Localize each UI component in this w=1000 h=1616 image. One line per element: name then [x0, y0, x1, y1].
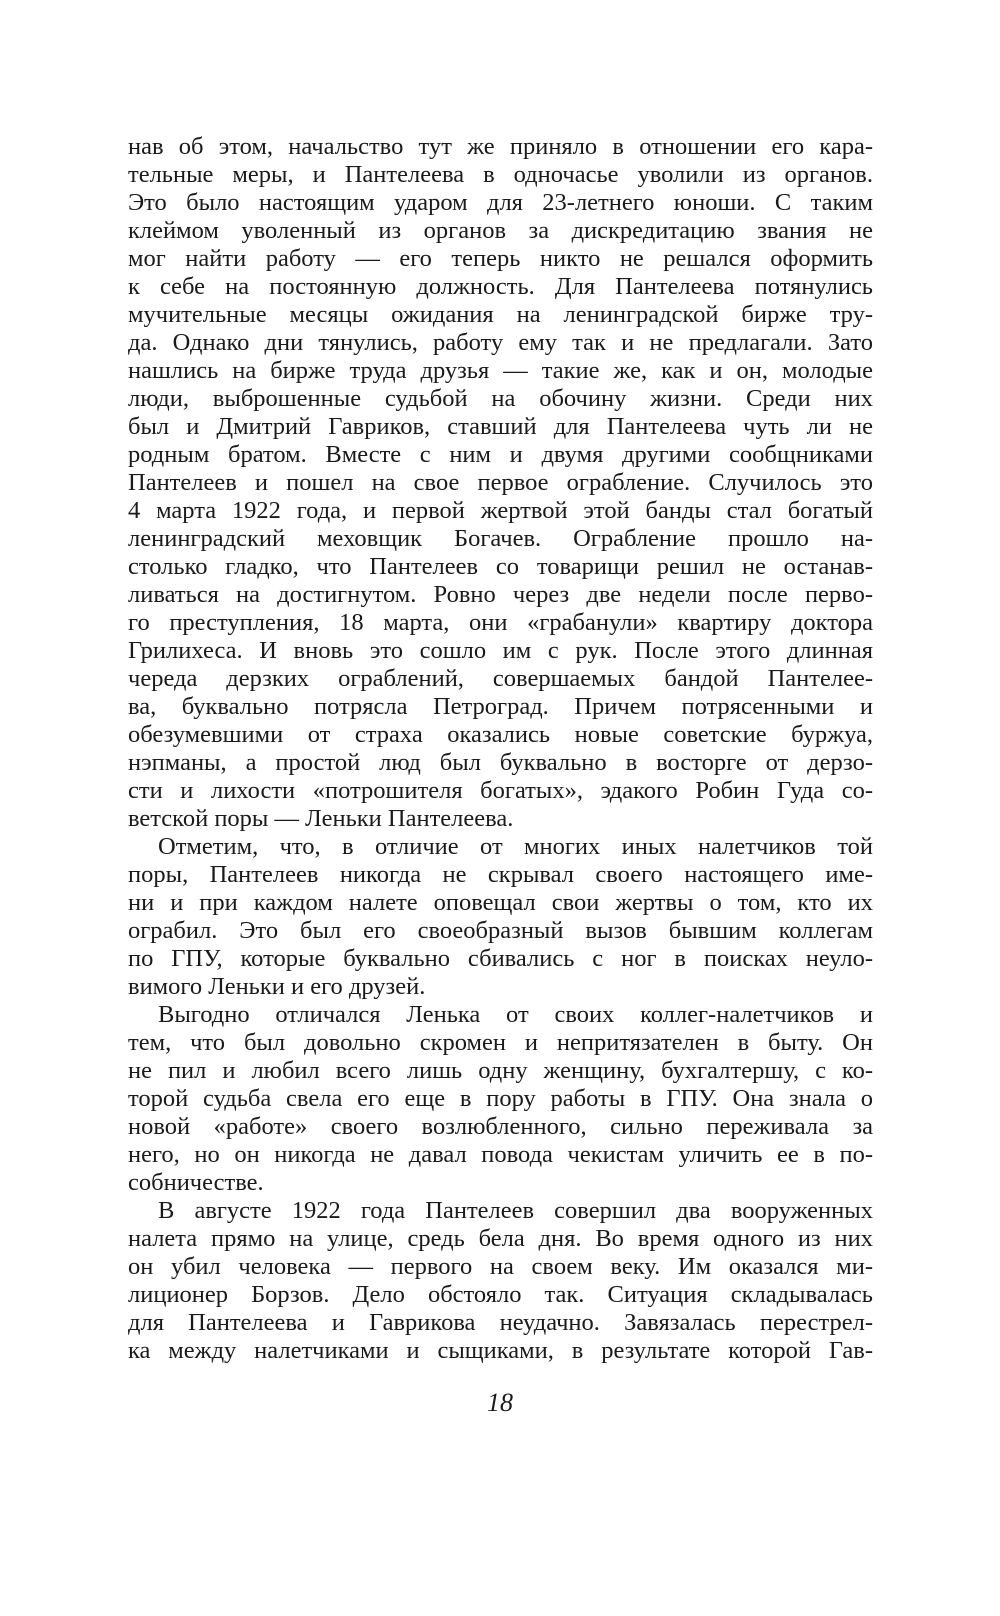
- paragraph: [128, 833, 873, 1001]
- text-line: не пил и любил всего лишь одну женщину, бухгалтершу, с ко-: [128, 1057, 873, 1084]
- text-line: да. Однако дни тянулись, работу ему так и не предлагали. Зато: [128, 329, 873, 356]
- text-line: родным братом. Вместе с ним и двумя другими сообщниками: [128, 441, 873, 468]
- text-line: торой судьба свела его еще в пору работы в ГПУ. Она знала о: [128, 1085, 873, 1112]
- text-line: ветской поры — Леньки Пантелеева.: [128, 805, 514, 832]
- text-line: он убил человека — первого на своем веку. Им оказался ми-: [128, 1253, 873, 1280]
- body-text: [128, 133, 873, 1365]
- text-line: лиционер Борзов. Дело обстояло так. Ситуация складывалась: [128, 1281, 873, 1308]
- text-line: столько гладко, что Пантелеев со товарищи решил не останав-: [128, 553, 873, 580]
- text-line: В августе 1922 года Пантелеев совершил два вооруженных: [158, 1197, 873, 1224]
- text-line: к себе на постоянную должность. Для Пантелеева потянулись: [128, 273, 873, 300]
- text-line: него, но он никогда не давал повода чекистам уличить ее в по-: [128, 1141, 873, 1168]
- text-line: мучительные месяцы ожидания на ленинградской бирже тру-: [128, 301, 873, 328]
- text-line: ни и при каждом налете оповещал свои жертвы о том, кто их: [128, 889, 873, 916]
- text-line: тем, что был довольно скромен и непритязателен в быту. Он: [128, 1029, 873, 1056]
- text-line: сти и лихости «потрошителя богатых», эдакого Робин Гуда со-: [128, 777, 873, 804]
- text-line: ленинградский меховщик Богачев. Ограбление прошло на-: [128, 525, 873, 552]
- text-line: нашлись на бирже труда друзья — такие же, как и он, молодые: [128, 357, 873, 384]
- text-line: поры, Пантелеев никогда не скрывал своего настоящего име-: [128, 861, 873, 888]
- text-line: вимого Леньки и его друзей.: [128, 973, 426, 1000]
- text-line: мог найти работу — его теперь никто не решался оформить: [128, 245, 873, 272]
- text-line: был и Дмитрий Гавриков, ставший для Пантелеева чуть ли не: [128, 413, 873, 440]
- paragraph: [128, 1001, 873, 1197]
- paragraph: [128, 1197, 873, 1365]
- text-line: Пантелеев и пошел на свое первое ограбление. Случилось это: [128, 469, 873, 496]
- text-line: Выгодно отличался Ленька от своих коллег-налетчиков и: [158, 1001, 873, 1028]
- text-line: Грилихеса. И вновь это сошло им с рук. После этого длинная: [128, 637, 873, 664]
- paragraph: [128, 133, 873, 833]
- text-line: налета прямо на улице, средь бела дня. Во время одного из них: [128, 1225, 873, 1252]
- text-line: клеймом уволенный из органов за дискредитацию звания не: [128, 217, 873, 244]
- page-number: 18: [487, 1388, 513, 1417]
- text-line: нэпманы, а простой люд был буквально в восторге от дерзо-: [128, 749, 873, 776]
- text-line: тельные меры, и Пантелеева в одночасье уволили из органов.: [128, 161, 873, 188]
- text-line: го преступления, 18 марта, они «грабанули» квартиру доктора: [128, 609, 873, 636]
- text-line: собничестве.: [128, 1169, 264, 1196]
- text-line: ливаться на достигнутом. Ровно через две недели после перво-: [128, 581, 873, 608]
- text-line: череда дерзких ограблений, совершаемых бандой Пантелее-: [128, 665, 873, 692]
- text-line: ва, буквально потрясла Петроград. Причем потрясенными и: [128, 693, 873, 720]
- text-line: обезумевшими от страха оказались новые советские буржуа,: [128, 721, 873, 748]
- text-line: нав об этом, начальство тут же приняло в отношении его кара-: [128, 133, 873, 160]
- text-line: Это было настоящим ударом для 23-летнего юноши. С таким: [128, 189, 873, 216]
- text-line: ка между налетчиками и сыщиками, в результате которой Гав-: [128, 1337, 873, 1364]
- text-line: для Пантелеева и Гаврикова неудачно. Завязалась перестрел-: [128, 1309, 873, 1336]
- text-line: ограбил. Это был его своеобразный вызов бывшим коллегам: [128, 917, 873, 944]
- text-line: по ГПУ, которые буквально сбивались с ног в поисках неуло-: [128, 945, 873, 972]
- text-line: новой «работе» своего возлюбленного, сильно переживала за: [128, 1113, 873, 1140]
- text-line: Отметим, что, в отличие от многих иных налетчиков той: [158, 833, 873, 860]
- text-line: люди, выброшенные судьбой на обочину жизни. Среди них: [128, 385, 873, 412]
- text-line: 4 марта 1922 года, и первой жертвой этой банды стал богатый: [128, 497, 873, 524]
